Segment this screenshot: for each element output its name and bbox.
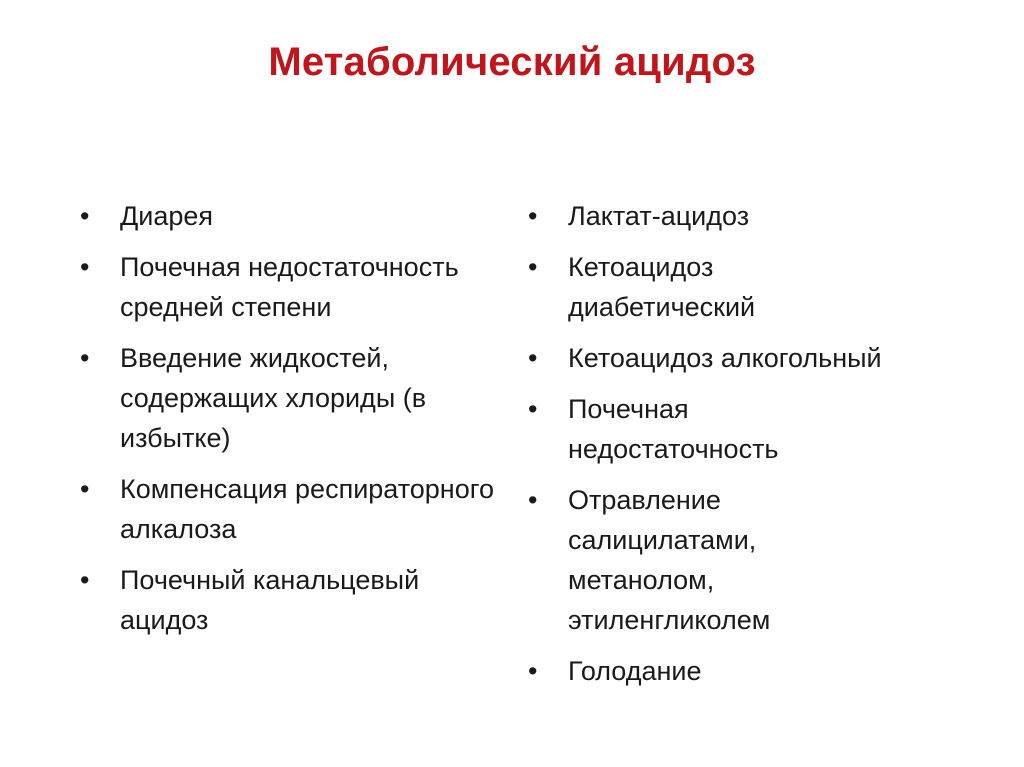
list-item: • Почечный канальцевый ацидоз (80, 560, 480, 640)
left-cause-list (80, 196, 510, 651)
list-item: • Почечная недостаточность средней степени (80, 247, 500, 327)
list-item: • Голодание (528, 651, 968, 691)
list-item: • Компенсация респираторного алкалоза (80, 469, 520, 549)
list-item: • Лактат-ацидоз (528, 196, 968, 236)
list-item: • Кетоацидоз алкогольный (528, 338, 968, 378)
list-item: • Отравление салицилатами, метанолом, этиленгликолем (528, 480, 818, 640)
slide-title: Метаболический ацидоз (268, 40, 756, 84)
list-item: • Кетоацидоз диабетический (528, 247, 808, 327)
list-item: • Диарея (80, 196, 510, 236)
list-item: • Почечная недостаточность (528, 389, 818, 469)
right-cause-list (528, 196, 968, 702)
list-item: • Введение жидкостей, содержащих хлориды (в избытке) (80, 338, 450, 458)
